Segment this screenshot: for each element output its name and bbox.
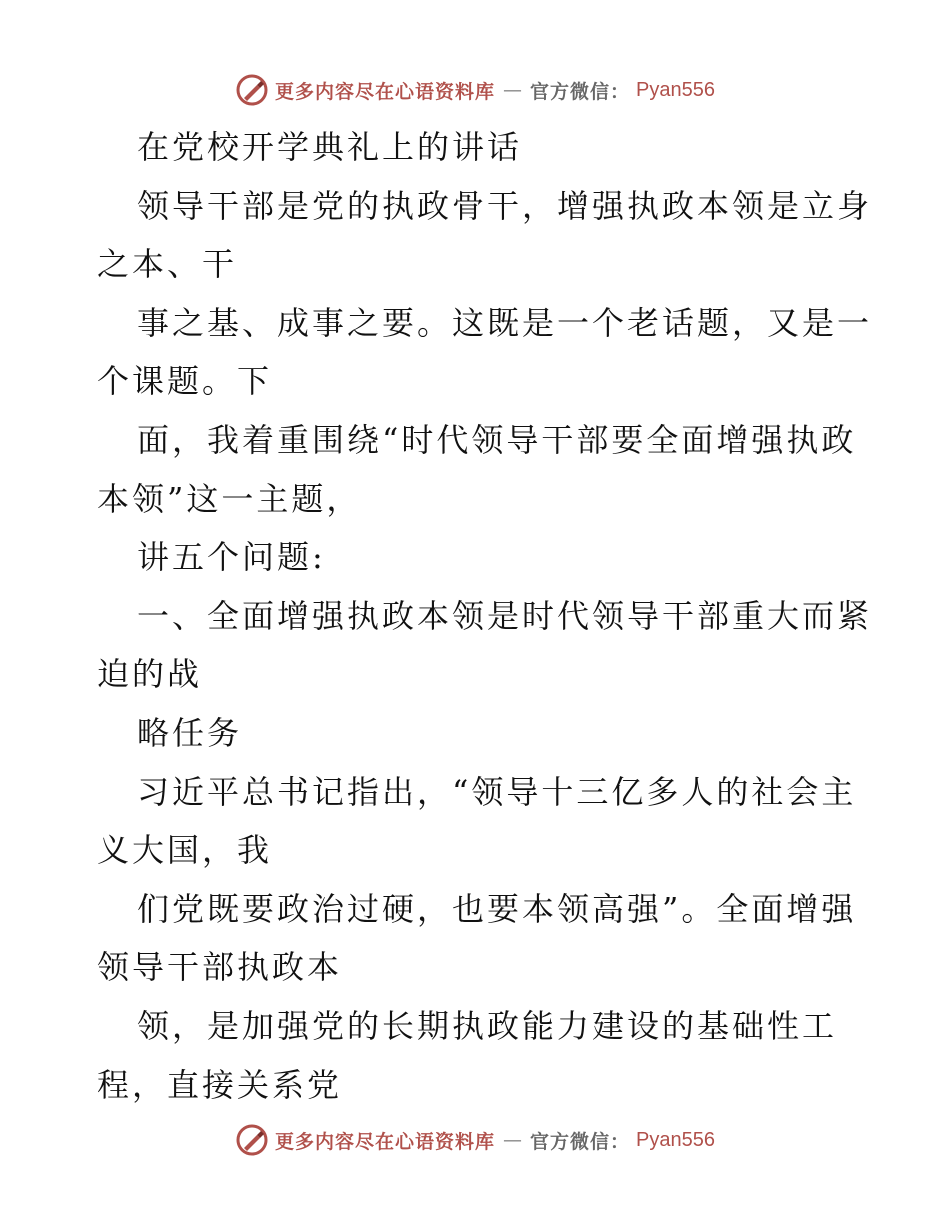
text-line: 领导干部执政本 bbox=[97, 948, 343, 987]
text-line: 略任务 bbox=[137, 713, 243, 752]
banner-wechat-label: 官方微信： bbox=[530, 1130, 631, 1153]
text-line: 迫的战 bbox=[97, 655, 203, 694]
text-line: 义大国，我 bbox=[97, 831, 273, 870]
text-line: 领，是加强党的长期执政能力建设的基础性工 bbox=[137, 1006, 838, 1045]
banner-slogan: 更多内容尽在心语资料库 bbox=[275, 80, 496, 103]
text-line: 一、全面增强执政本领是时代领导干部重大而紧 bbox=[137, 596, 873, 635]
text-line: 们党既要政治过硬，也要本领高强”。全面增强 bbox=[137, 889, 857, 928]
text-line: 程，直接关系党 bbox=[97, 1065, 343, 1104]
text-line: 个课题。下 bbox=[97, 362, 273, 401]
text-line: 之本、干 bbox=[97, 245, 238, 284]
banner-wechat-id: Pyan556 bbox=[636, 78, 715, 101]
footer-banner bbox=[0, 1120, 950, 1160]
banner-wechat-id: Pyan556 bbox=[636, 1128, 715, 1151]
document-body bbox=[97, 118, 873, 1114]
text-line: 在党校开学典礼上的讲话 bbox=[137, 128, 523, 166]
text-line: 本领”这一主题， bbox=[97, 479, 362, 518]
text-line: 讲五个问题: bbox=[137, 538, 326, 577]
text-line: 面，我着重围绕“时代领导干部要全面增强执政 bbox=[137, 420, 857, 459]
pen-logo-icon bbox=[235, 1123, 269, 1157]
banner-separator: — bbox=[503, 79, 523, 101]
text-line: 事之基、成事之要。这既是一个老话题，又是一 bbox=[137, 303, 873, 342]
banner-separator: — bbox=[503, 1129, 523, 1151]
pen-logo-icon bbox=[235, 73, 269, 107]
banner-slogan: 更多内容尽在心语资料库 bbox=[275, 1130, 496, 1153]
text-line: 习近平总书记指出，“领导十三亿多人的社会主 bbox=[137, 772, 857, 811]
header-banner bbox=[0, 70, 950, 110]
text-line: 领导干部是党的执政骨干，增强执政本领是立身 bbox=[137, 186, 873, 225]
banner-wechat-label: 官方微信： bbox=[530, 80, 631, 103]
